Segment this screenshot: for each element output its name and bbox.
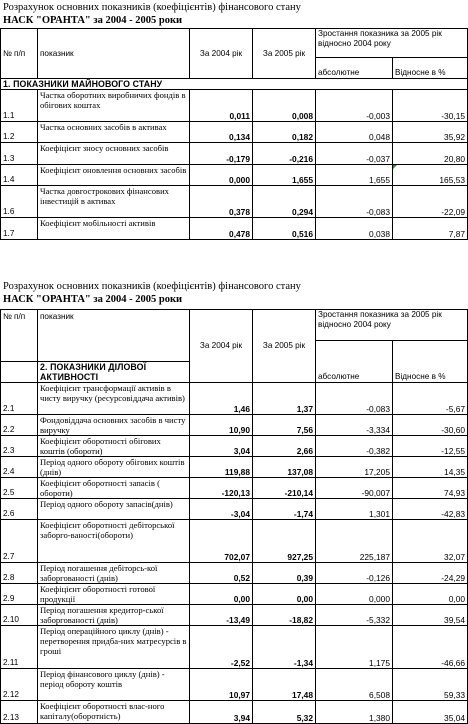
row-value-2005: -1,34 [253,626,316,669]
header-relative: Відносне в % [393,341,468,383]
row-growth-absolute: -90,007 [316,478,393,499]
table2-subtitle: НАСК "ОРАНТА" за 2004 - 2005 роки [3,294,183,305]
row-value-2004: 1,46 [190,383,253,415]
row-growth-relative: 74,93 [393,478,468,499]
row-value-2004: 0,00 [190,584,253,605]
table-row [1,669,468,701]
row-growth-absolute: -0,083 [316,383,393,415]
row-num: 1.6 [1,186,38,218]
row-value-2005: 0,00 [253,584,316,605]
row-growth-absolute: -3,334 [316,415,393,436]
table-row [1,457,468,478]
row-value-2004: 0,011 [190,90,253,122]
row-indicator: Коефіцієнт оборотності готової продукції [38,584,190,605]
row-growth-relative: -22,09 [393,186,468,218]
row-value-2005: 0,294 [253,186,316,218]
row-value-2005: 7,56 [253,415,316,436]
table1 [0,28,468,240]
row-growth-relative: 32,07 [393,520,468,563]
section-title: 2. ПОКАЗНИКИ ДІЛОВОЇ АКТИВНОСТІ [38,362,190,383]
row-growth-absolute: 6,508 [316,669,393,701]
row-growth-absolute: 1,655 [316,165,393,186]
row-growth-relative: -42,83 [393,499,468,520]
table-row [1,626,468,669]
table1-section-row [1,79,468,90]
table-row [1,584,468,605]
table2-header-row [1,310,468,341]
row-num: 2.4 [1,457,38,478]
row-value-2004: 119,88 [190,457,253,478]
row-num: 1.3 [1,143,38,165]
table2 [0,309,468,724]
row-num: 2.2 [1,415,38,436]
row-value-2005: 137,08 [253,457,316,478]
row-num: 2.11 [1,626,38,669]
row-num: 2.13 [1,701,38,724]
table-row [1,186,468,218]
row-indicator: Коефіцієнт зносу основних засобів [38,143,190,165]
row-growth-relative: 39,54 [393,605,468,626]
row-num: 2.1 [1,383,38,415]
row-value-2004: 10,97 [190,669,253,701]
row-indicator: Період погашення кредитор-ської заборгованості (днів) [38,605,190,626]
row-growth-absolute: 225,187 [316,520,393,563]
row-growth-relative: 59,33 [393,669,468,701]
row-value-2004: -3,04 [190,499,253,520]
row-growth-absolute: 1,380 [316,701,393,724]
row-indicator: Коефіцієнт трансформації активів в чисту виручку (ресурсовіддача активів) [38,383,190,415]
table-row [1,605,468,626]
table-row [1,701,468,724]
header-growth: Зростання показника за 2005 рік відносно 2004 року [316,310,468,341]
table-row [1,478,468,499]
row-growth-relative: 14,35 [393,457,468,478]
table-row [1,499,468,520]
row-value-2004: 0,378 [190,186,253,218]
table-row [1,122,468,143]
row-indicator: Коефіцієнт мобільності активів [38,218,190,240]
row-growth-relative: 35,92 [393,122,468,143]
header-indicator: показник [38,310,190,362]
header-2005: За 2005 рік [253,310,316,383]
row-growth-absolute: -0,003 [316,90,393,122]
header-num: № п/п [1,29,38,79]
row-indicator: Частка основних засобів в активах [38,122,190,143]
row-value-2004: -120,13 [190,478,253,499]
row-num: 1.7 [1,218,38,240]
row-value-2004: 0,000 [190,165,253,186]
row-value-2005: -1,74 [253,499,316,520]
row-num: 1.4 [1,165,38,186]
row-indicator: Період фінансового циклу (днів) - період обороту коштів [38,669,190,701]
row-indicator: Коефіцієнт оборотності запасів ( обороти) [38,478,190,499]
row-value-2005: 17,48 [253,669,316,701]
row-indicator: Коефіцієнт оборотності влас-ного капіталу(оборотність) [38,701,190,724]
row-growth-relative: -12,55 [393,436,468,457]
row-num: 2.8 [1,563,38,584]
row-value-2005: 1,655 [253,165,316,186]
row-indicator: Частка оборотних виробничих фондів в обігових коштах [38,90,190,122]
row-growth-relative: -5,67 [393,383,468,415]
row-indicator: Коефіцієнт оновлення основних засобів [38,165,190,186]
header-absolute: абсолютне [316,58,393,79]
row-num: 2.10 [1,605,38,626]
table2-title: Розрахунок основних показників (коефіцієнтів) фінансового стану [3,281,301,292]
row-indicator: Фондовіддача основних засобів в чисту виручку [38,415,190,436]
section-title: 1. ПОКАЗНИКИ МАЙНОВОГО СТАНУ [1,79,468,90]
header-relative: Відносне в % [393,58,468,79]
row-value-2004: 0,52 [190,563,253,584]
table-row [1,383,468,415]
row-num: 2.7 [1,520,38,563]
row-growth-absolute: 0,038 [316,218,393,240]
header-absolute: абсолютне [316,341,393,383]
row-indicator: Період операційного циклу (днів) - перетворення придба-них матресурсів в гроші [38,626,190,669]
table-row [1,143,468,165]
row-value-2005: 0,008 [253,90,316,122]
row-growth-absolute: 17,205 [316,457,393,478]
table-row [1,436,468,457]
row-indicator: Коефіцієнт оборотності дебіторської заборго-ваності(обороти) [38,520,190,563]
row-value-2004: -13,49 [190,605,253,626]
row-value-2004: 3,94 [190,701,253,724]
row-growth-relative: -24,29 [393,563,468,584]
row-growth-relative: -30,15 [393,90,468,122]
table1-subtitle: НАСК "ОРАНТА" за 2004 - 2005 роки [3,15,183,26]
row-growth-absolute: -0,382 [316,436,393,457]
table-row [1,90,468,122]
row-growth-absolute: -0,126 [316,563,393,584]
table1-title: Розрахунок основних показників (коефіцієнтів) фінансового стану [3,2,301,13]
row-value-2004: -2,52 [190,626,253,669]
row-value-2004: 3,04 [190,436,253,457]
row-growth-relative: -46,66 [393,626,468,669]
table-row [1,563,468,584]
row-growth-absolute: -5,332 [316,605,393,626]
row-num: 1.2 [1,122,38,143]
header-2005: За 2005 рік [253,29,316,79]
row-growth-absolute: 1,301 [316,499,393,520]
row-indicator: Частка довгострокових фінансових інвестицій в активах [38,186,190,218]
row-num: 2.9 [1,584,38,605]
row-growth-absolute: -0,083 [316,186,393,218]
row-value-2005: 1,37 [253,383,316,415]
table-row [1,415,468,436]
header-num: № п/п [1,310,38,362]
row-value-2005: 2,66 [253,436,316,457]
row-num: 2.12 [1,669,38,701]
row-growth-relative: 0,00 [393,584,468,605]
row-value-2004: -0,179 [190,143,253,165]
row-value-2004: 702,07 [190,520,253,563]
row-indicator: Коефіцієнт оборотності обігових коштів (обороти) [38,436,190,457]
row-growth-absolute: 0,000 [316,584,393,605]
header-2004: За 2004 рік [190,29,253,79]
table1-header-row [1,29,468,58]
table-row [1,218,468,240]
section-num-cell [1,362,38,383]
row-value-2005: 0,39 [253,563,316,584]
row-value-2004: 0,478 [190,218,253,240]
row-num: 2.5 [1,478,38,499]
row-value-2005: 0,182 [253,122,316,143]
row-growth-relative: 7,87 [393,218,468,240]
table-row [1,165,468,186]
row-growth-relative: -30,60 [393,415,468,436]
row-value-2005: 5,32 [253,701,316,724]
row-value-2004: 10,90 [190,415,253,436]
row-value-2005: 0,516 [253,218,316,240]
row-growth-relative: 165,53 [393,165,468,186]
row-growth-relative: 20,80 [393,143,468,165]
row-growth-absolute: -0,037 [316,143,393,165]
header-indicator: показник [38,29,190,79]
row-value-2005: 927,25 [253,520,316,563]
row-indicator: Період погашення дебіторсь-кої заборгованості (днів) [38,563,190,584]
row-indicator: Період одного обороту запасів(днів) [38,499,190,520]
row-growth-absolute: 1,175 [316,626,393,669]
header-2004: За 2004 рік [190,310,253,383]
row-value-2005: -0,216 [253,143,316,165]
header-growth: Зростання показника за 2005 рік відносно 2004 року [316,29,468,58]
row-value-2005: -18,82 [253,605,316,626]
row-value-2005: -210,14 [253,478,316,499]
row-num: 1.1 [1,90,38,122]
table-row [1,520,468,563]
row-growth-relative: 35,04 [393,701,468,724]
row-num: 2.6 [1,499,38,520]
row-growth-absolute: 0,048 [316,122,393,143]
row-indicator: Період одного обороту обігових коштів (днів) [38,457,190,478]
row-num: 2.3 [1,436,38,457]
row-value-2004: 0,134 [190,122,253,143]
